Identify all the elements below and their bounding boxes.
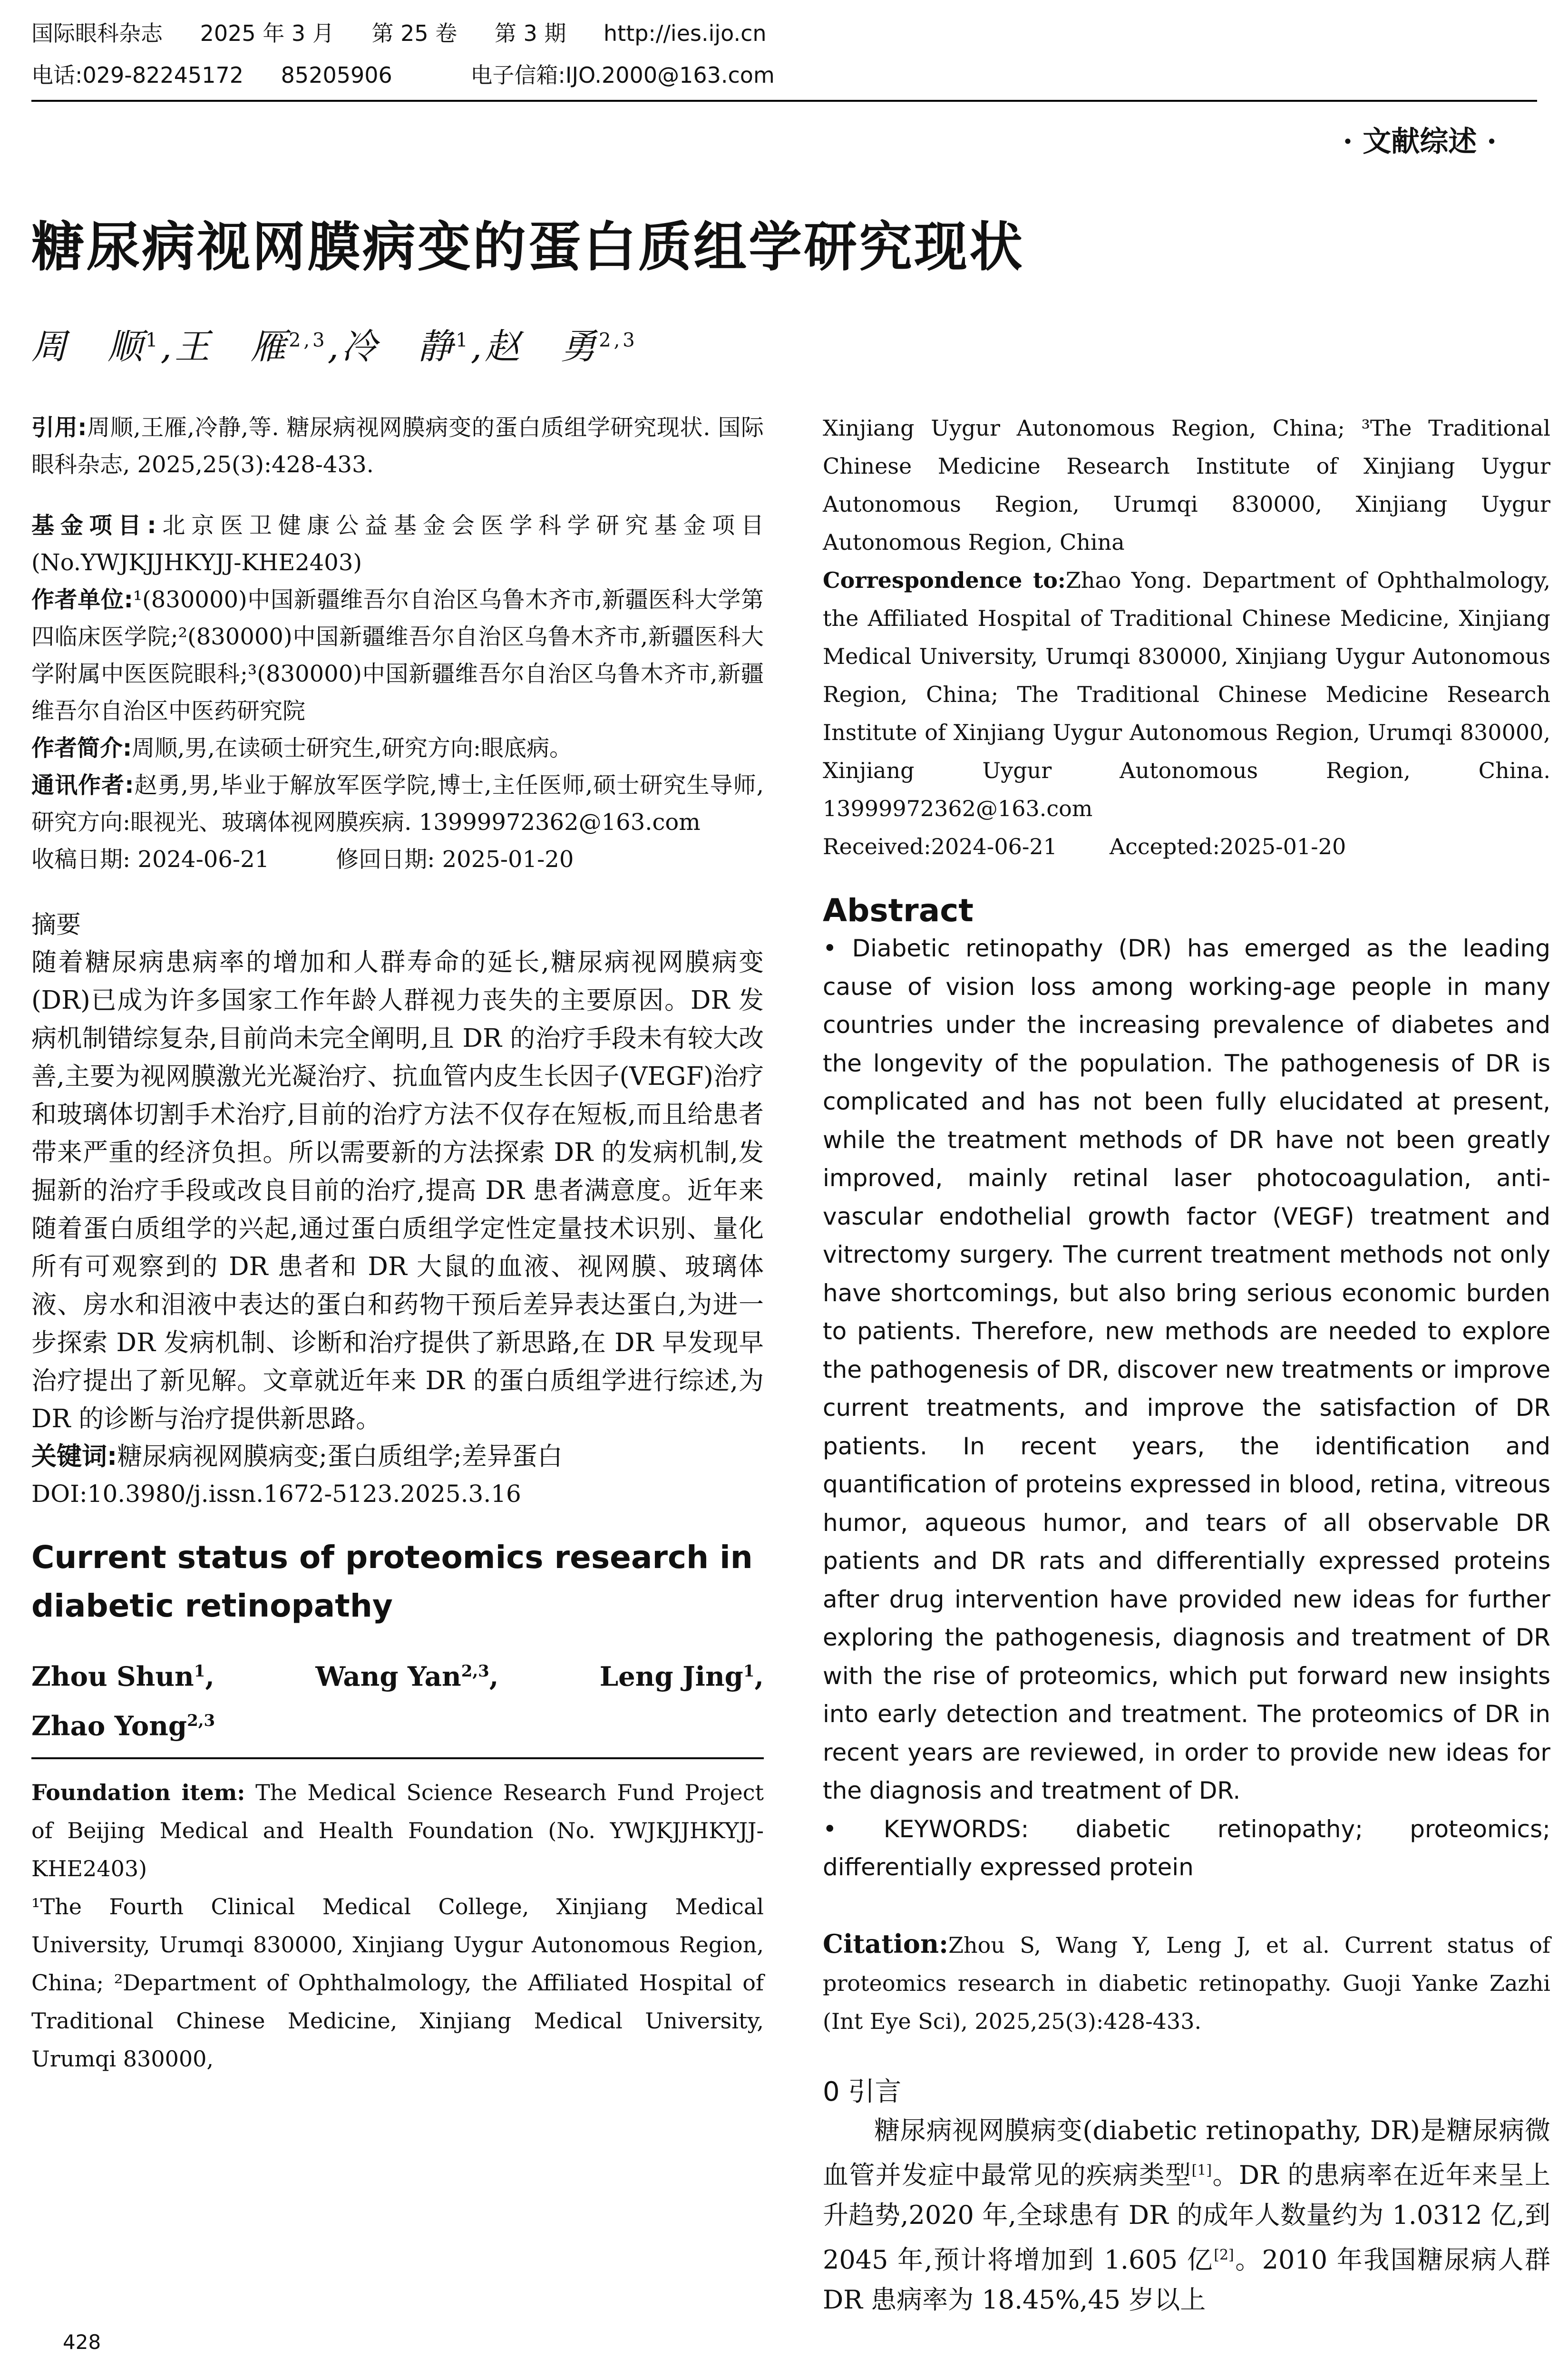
english-author-rule — [31, 1757, 764, 1759]
accepted-en: Accepted:2025-01-20 — [1109, 834, 1346, 859]
corr-text: 赵勇,男,毕业于解放军医学院,博士,主任医师,硕士研究生导师,研究方向:眼视光、玻璃体视网膜疾病. 13999972362@163.com — [31, 772, 764, 836]
abstract-en: • Diabetic retinopathy (DR) has emerged as the leading cause of vision loss among working-age people in many countries under the increasing prevalence of diabetes and the longevity of the population. The pathogenesis of DR is complicated and has not been fully elucidated at present, while the treatment methods of DR have not been greatly improved, mainly retinal laser photocoagulation, anti-vascular endothelial growth factor (VEGF) treatment and vitrectomy surgery. The current treatment methods not only have shortcomings, but also bring serious economic burden to patients. Therefore, new methods are needed to explore the pathogenesis of DR, discover new treatments or improve current treatments, and improve the satisfaction of DR patients. In recent years, the identification and quantification of proteins expressed in blood, retina, vitreous humor, aqueous humor, and tears of all observable DR patients and DR rats and differentially expressed proteins after drug intervention have provided new ideas for further exploring the pathogenesis, diagnosis and treatment of DR with the rise of proteomics, which put forward new insights into early detection and treatment. The proteomics of DR in recent years are reviewed, in order to provide new ideas for the diagnosis and treatment of DR. — [823, 935, 1550, 1804]
author-2-aff: 2,3 — [288, 329, 328, 351]
citation-label: 引用: — [31, 414, 87, 441]
affiliation-cn — [31, 581, 764, 730]
journal-email[interactable]: 电子信箱:IJO.2000@163.com — [470, 62, 775, 88]
citation-cn — [31, 409, 764, 483]
affiliation-text: ¹(830000)中国新疆维吾尔自治区乌鲁木齐市,新疆医科大学第四临床医学院;²(830000)中国新疆维吾尔自治区乌鲁木齐市,新疆医科大学附属中医医院眼科;³(830000)中国新疆维吾尔自治区乌鲁木齐市,新疆维吾尔自治区中医药研究院 — [31, 586, 764, 724]
received-en: Received:2024-06-21 — [823, 834, 1057, 859]
foundation-en — [31, 1773, 764, 1888]
correspondence-en — [823, 561, 1550, 828]
corr-en-label: Correspondence to: — [823, 567, 1066, 593]
foundation-label: 基金项目: — [31, 512, 156, 539]
english-authors-line2: Zhao Yong$^{2,3}$ — [31, 1710, 215, 1742]
corr-en-text: Zhao Yong. Department of Ophthalmology, the Affiliated Hospital of Traditional Chinese Medicine, Xinjiang Medical University, Urumqi 830000, Xinjiang Uygur Autonomous Region, China; The Traditional Chinese Medicine Research Institute of Xinjiang Uygur Autonomous Region, Urumqi 830000, Xinjiang Uygur Autonomous Region, China. 13999972362@163.com — [823, 567, 1551, 821]
page-number: 428 — [63, 2330, 101, 2354]
english-authors-line1 — [31, 1649, 764, 1699]
author-3-aff: 1 — [456, 329, 471, 351]
keywords-en: • KEYWORDS: diabetic retinopathy; proteomics; differentially expressed protein — [823, 1815, 1550, 1881]
en-author-3: Leng Jing$^1$, — [599, 1661, 764, 1693]
intro-paragraph: 糖尿病视网膜病变(diabetic retinopathy, DR)是糖尿病微血管并发症中最常见的疾病类型[1]。DR 的患病率在近年来呈上升趋势,2020 年,全球患有 DR 的成年人数量约为 1.0312 亿,到 2045 年,预计将增加到 1.605 亿[2]。2010 年我国糖尿病人群 DR 患病率为 18.45%,45 岁以上 — [823, 2115, 1550, 2315]
page-title: 糖尿病视网膜病变的蛋白质组学研究现状 — [31, 216, 1024, 278]
citation-text: 周顺,王雁,冷静,等. 糖尿病视网膜病变的蛋白质组学研究现状. 国际眼科杂志, 2025,25(3):428-433. — [31, 414, 764, 478]
dates-en — [823, 828, 1550, 866]
foundation-text: 北京医卫健康公益基金会医学科学研究基金项目(No.YWJKJJHKYJJ-KHE2403) — [31, 512, 764, 576]
author-4-aff: 2,3 — [599, 329, 638, 351]
author-1-aff: 1 — [146, 329, 161, 351]
english-title: Current status of proteomics research in diabetic retinopathy — [31, 1539, 753, 1624]
volume: 第 25 卷 — [371, 20, 458, 46]
abstract-heading-cn: 摘要 — [31, 911, 81, 939]
section-tag: · 文献综述 · — [1343, 125, 1497, 158]
author-4: 赵 勇 — [485, 326, 599, 367]
issue: 第 3 期 — [494, 20, 566, 46]
doi[interactable]: DOI:10.3980/j.issn.1672-5123.2025.3.16 — [31, 1480, 521, 1508]
journal-header-line1 — [31, 19, 797, 48]
author-2: 王 雁 — [174, 326, 289, 367]
foundation-cn — [31, 507, 764, 581]
citation-en-text: Zhou S, Wang Y, Leng J, et al. Current status of proteomics research in diabetic retinopathy. Guoji Yanke Zazhi (Int Eye Sci), 2025,25(3):428-433. — [823, 1932, 1550, 2034]
author-list: 周 顺$^1$,王 雁$^{2,3}$,冷 静$^1$,赵 勇$^{2,3}$ — [31, 326, 638, 367]
issue-date: 2025 年 3 月 — [200, 20, 334, 46]
phone-1: 电话:029-82245172 — [31, 62, 244, 88]
dates-cn — [31, 841, 764, 878]
intro-heading: 0 引言 — [823, 2076, 902, 2107]
journal-url[interactable]: http://ies.ijo.cn — [604, 20, 767, 46]
right-column — [823, 409, 1550, 2320]
left-column — [31, 409, 764, 2078]
bio-text: 周顺,男,在读硕士研究生,研究方向:眼底病。 — [132, 735, 573, 761]
foundation-en-label: Foundation item: — [31, 1780, 245, 1806]
received-date: 收稿日期: 2024-06-21 — [31, 846, 270, 873]
en-author-2: Wang Yan$^{2,3}$, — [315, 1661, 499, 1693]
journal-header-line2 — [31, 61, 805, 89]
citation-en — [823, 1925, 1550, 2040]
keywords-label: 关键词: — [31, 1442, 117, 1471]
journal-name: 国际眼科杂志 — [31, 20, 163, 46]
revised-date: 修回日期: 2025-01-20 — [336, 846, 574, 873]
ref-1[interactable]: [1] — [1191, 2162, 1212, 2179]
affiliation-en: ¹The Fourth Clinical Medical College, Xinjiang Medical University, Urumqi 830000, Xinjiang Uygur Autonomous Region, China; ²Department of Ophthalmology, the Affiliated Hospital of Traditional Chinese Medicine, Xinjiang Medical University, Urumqi 830000, — [31, 1894, 764, 2072]
correspondence-cn — [31, 767, 764, 841]
abstract-cn: 随着糖尿病患病率的增加和人群寿命的延长,糖尿病视网膜病变(DR)已成为许多国家工作年龄人群视力丧失的主要原因。DR 发病机制错综复杂,目前尚未完全阐明,且 DR 的治疗手段未有较大改善,主要为视网膜激光光凝治疗、抗血管内皮生长因子(VEGF)治疗和玻璃体切割手术治疗,目前的治疗方法不仅存在短板,而且给患者带来严重的经济负担。所以需要新的方法探索 DR 的发病机制,发掘新的治疗手段或改良目前的治疗,提高 DR 患者满意度。近年来随着蛋白质组学的兴起,通过蛋白质组学定性定量技术识别、量化所有可观察到的 DR 患者和 DR 大鼠的血液、视网膜、玻璃体液、房水和泪液中表达的蛋白和药物干预后差异表达蛋白,为进一步探索 DR 发病机制、诊断和治疗提供了新思路,在 DR 早发现早治疗提出了新见解。文章就近年来 DR 的蛋白质组学进行综述,为 DR 的诊断与治疗提供新思路。 — [31, 948, 764, 1433]
bio-cn — [31, 730, 764, 767]
abstract-heading-en: Abstract — [823, 892, 974, 929]
ref-2[interactable]: [2] — [1214, 2246, 1234, 2263]
author-3: 冷 静 — [341, 326, 456, 367]
keywords-text: 糖尿病视网膜病变;蛋白质组学;差异蛋白 — [117, 1442, 563, 1471]
keywords-cn — [31, 1438, 764, 1475]
bio-label: 作者简介: — [31, 735, 132, 761]
header-rule — [31, 100, 1537, 102]
foundation-en-text: The Medical Science Research Fund Project of Beijing Medical and Health Foundation (No. YWJKJJHKYJJ-KHE2403) — [31, 1780, 764, 1882]
phone-2: 85205906 — [281, 62, 392, 88]
affiliation-en-cont: Xinjiang Uygur Autonomous Region, China; ³The Traditional Chinese Medicine Research Institute of Xinjiang Uygur Autonomous Region, Urumqi 830000, Xinjiang Uygur Autonomous Region, China — [823, 415, 1550, 555]
affiliation-label: 作者单位: — [31, 586, 133, 613]
citation-en-label: Citation: — [823, 1928, 949, 1959]
corr-label: 通讯作者: — [31, 772, 134, 799]
author-1: 周 顺 — [31, 326, 146, 367]
en-author-1: Zhou Shun$^1$, — [31, 1661, 214, 1693]
